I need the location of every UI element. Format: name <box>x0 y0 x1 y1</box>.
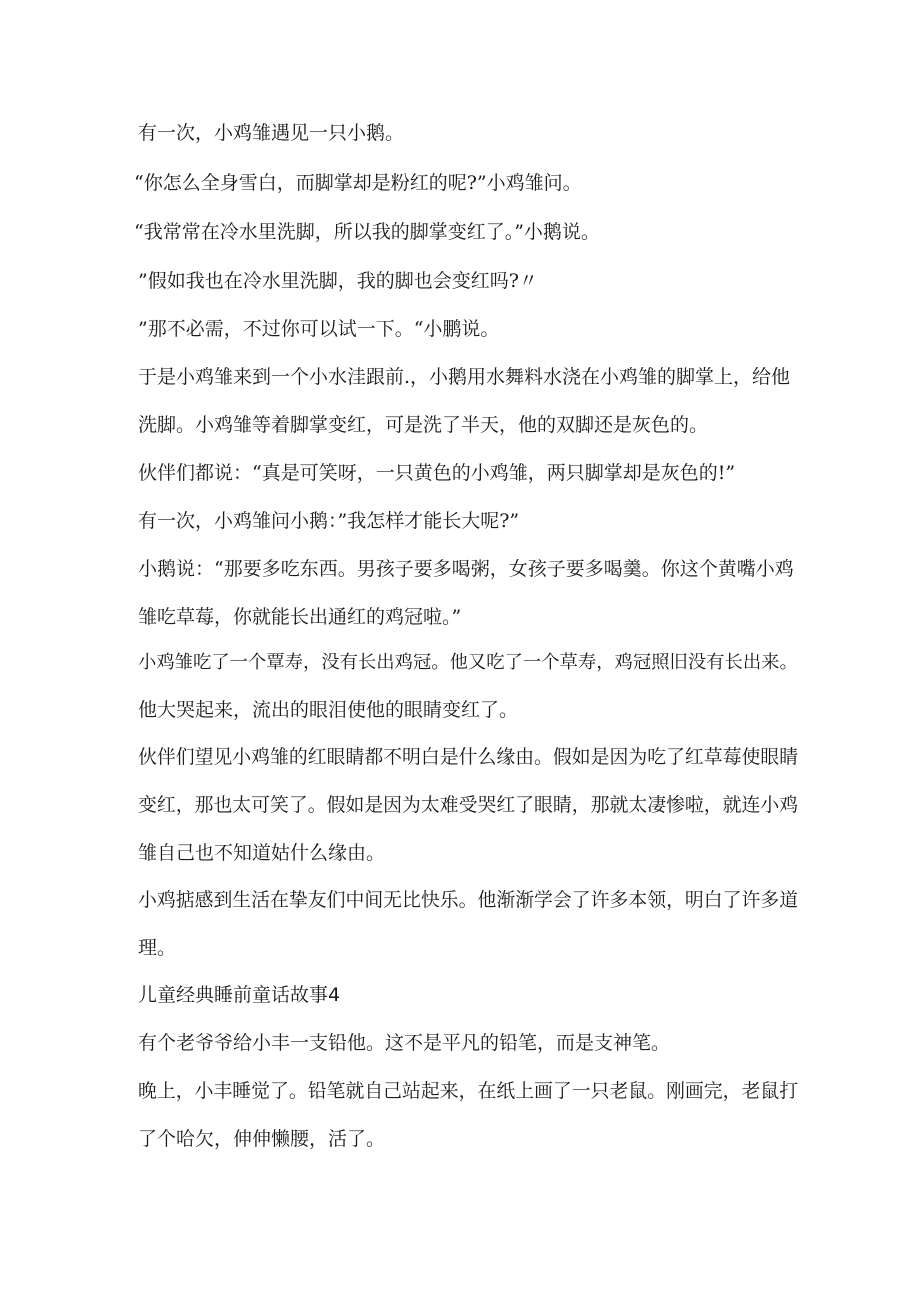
paragraph-line: 雏自己也不知道姑什么缘由。 <box>138 842 386 864</box>
paragraph-line: 晚上，小丰睡觉了。铅笔就自己站起来，在纸上画了一只老鼠。刚画完，老鼠打 <box>138 1080 799 1102</box>
paragraph-line: 雏吃草莓，你就能长出通红的鸡冠啦。” <box>138 606 462 628</box>
paragraph-line: 理。 <box>138 937 177 959</box>
paragraph-line: 有个老爷爷给小丰一支铅他。这不是平凡的铅笔，而是支神笔。 <box>138 1032 671 1054</box>
paragraph-line: “你怎么全身雪白，而脚掌却是粉红的呢?”小鸡雏问。 <box>134 172 582 194</box>
paragraph-line: 伙伴们都说：“真是可笑呀，一只黄色的小鸡雏，两只脚掌却是灰色的!” <box>138 462 736 484</box>
section-heading: 儿童经典睡前童话故事4 <box>138 984 341 1006</box>
paragraph-line: 他大哭起来，流出的眼泪使他的眼睛变红了。 <box>138 699 519 721</box>
paragraph-line: 有一次，小鸡雏遇见一只小鹅。 <box>138 122 405 144</box>
paragraph-line: ”假如我也在冷水里洗脚，我的脚也会变红吗?〃 <box>138 270 538 292</box>
paragraph-line: 于是小鸡雏来到一个小水洼跟前.，小鹅用水舞料水浇在小鸡雏的脚掌上，给他 <box>138 366 791 388</box>
paragraph-line: 有一次，小鸡雏问小鹅：”我怎样才能长大呢?” <box>138 510 520 532</box>
paragraph-line: 洗脚。小鸡雏等着脚掌变红，可是洗了半天，他的双脚还是灰色的。 <box>138 414 709 436</box>
paragraph-line: 小鹅说：“那要多吃东西。男孩子要多喝粥，女孩子要多喝羹。你这个黄嘴小鸡 <box>138 558 794 580</box>
paragraph-line: “我常常在冷水里洗脚，所以我的脚掌变红了。”小鹅说。 <box>134 221 600 243</box>
paragraph-line: 变红，那也太可笑了。假如是因为太难受哭红了眼睛，那就太凄惨啦，就连小鸡 <box>138 794 799 816</box>
paragraph-line: ”那不必需，不过你可以试一下。“小鹏说。 <box>138 318 500 340</box>
paragraph-line: 小鸡掂感到生活在挚友们中间无比快乐。他渐渐学会了许多本领，明白了许多道 <box>138 889 799 911</box>
paragraph-line: 了个哈欠，伸伸懒腰，活了。 <box>138 1128 386 1150</box>
paragraph-line: 伙伴们望见小鸡雏的红眼睛都不明白是什么缘由。假如是因为吃了红草莓使眼睛 <box>138 746 799 768</box>
paragraph-line: 小鸡雏吃了一个覃寿，没有长出鸡冠。他又吃了一个草寿，鸡冠照旧没有长出来。 <box>138 652 798 673</box>
